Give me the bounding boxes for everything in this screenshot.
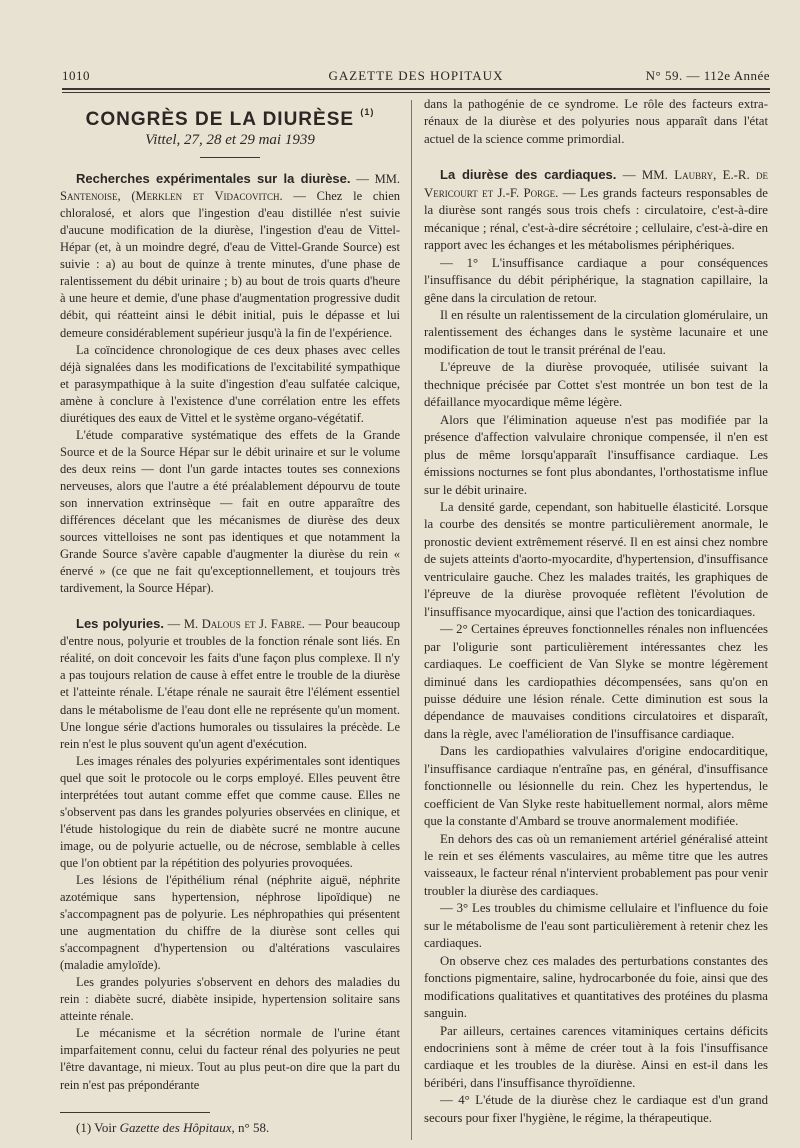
header-rule-thin: [62, 92, 770, 93]
column-divider: [411, 100, 412, 1140]
paragraph: L'étude comparative systématique des effets de la Grande Source et de la Source Hépar sur le débit urinaire et sur le volume des deux reins — dont l'un garde intactes toutes ses connexions nerveuses, alors que l'autre a été préalablement dépourvu de toute son innervation extrinsèque — fait en outre apparaître des différences décelant que les mécanismes de diurèse des deux sources vittelloises ne sont pas identiques et que notamment la Grande Source s'avère capable d'augmenter la diurèse du rein « énervé » (ce que ne fait qu'exceptionnellement, et toujours très tardivement, la Source Hépar).: [60, 427, 400, 596]
paragraph: — 4° L'étude de la diurèse chez le cardiaque est d'un grand secours pour fixer l'hygiène, le régime, la thérapeutique.: [424, 1093, 768, 1125]
title-rule: [200, 157, 260, 158]
section-heading: Les polyuries.: [76, 616, 164, 632]
paragraph: Les grandes polyuries s'observent en dehors des maladies du rein : diabète sucré, diabète insipide, hypertension solitaire sans atteinte rénale.: [60, 975, 400, 1024]
authors: Laubry, E.-R. de Vericourt et J.-F. Porge.: [424, 168, 769, 200]
paragraph: Le mécanisme et la sécrétion normale de l'urine étant imparfaitement connu, celui du facteur rénal des polyuries ne peut l'être davantage, ni mieux. Tout au plus peut-on dire que la part du rein n'est pas prépondérante: [60, 1026, 400, 1092]
paragraph: L'épreuve de la diurèse provoquée, utilisée suivant la thechnique précisée par Cottet s'est montrée un bon test de la défaillance myocardique même légère.: [424, 360, 768, 410]
paragraph: La coïncidence chronologique de ces deux phases avec celles déjà signalées dans les modifications de l'excitabilité sympathique et parasympathique à la suite d'ingestion d'eau sulfatée calcique, amène à conclure à l'existence d'une corrélation entre les effets diurétiques des eaux de Vittel et le système organo-végétatif.: [60, 342, 400, 425]
journal-title: GAZETTE DES HOPITAUX: [328, 68, 504, 83]
right-column: [424, 96, 768, 1127]
left-column: [60, 96, 400, 1136]
paragraph: En dehors des cas où un remaniement artériel généralisé atteint le rein et ses éléments vasculaires, au même titre que les autres vaisseaux, le facteur rénal n'intervient probablement pas pour venir troubler la diurèse des cardiaques.: [424, 831, 768, 898]
paragraph: Par ailleurs, certaines carences vitaminiques certains déficits endocriniens sont à même de créer tout à la fois l'insuffisance cardiaque et les troubles de la diurèse. Ainsi en est-il dans les béribéri, dans l'insuffisance thyroïdienne.: [424, 1023, 768, 1090]
paragraph: dans la pathogénie de ce syndrome. Le rôle des facteurs extra-rénaux de la diurèse et des polyuries nous apparaît dans l'état actuel de la science comme primordial.: [424, 97, 768, 146]
page-number: 1010: [62, 68, 90, 83]
paragraph: La densité garde, cependant, son habituelle élasticité. Lorsque la courbe des densités se montre particulièrement anormale, le pronostic devient extrêmement réservé. Il en est ainsi chez nombre de sujets atteints d'aorto-myocardite, d'hypertension, d'insuffisance ventriculaire gauche. Chez les malades traités, les graphiques de l'épreuve de la diurèse provoquée reflètent l'évolution de l'insuffisance myocardique, ainsi que l'action des tonicardiaques.: [424, 499, 768, 619]
footnote: (1) Voir Gazette des Hôpitaux, n° 58.: [76, 1119, 270, 1135]
issue-number: N° 59. — 112e Année: [645, 68, 770, 83]
authors: Dalous et J. Fabre.: [201, 617, 305, 632]
section-cardiaques: La diurèse des cardiaques. — MM. Laubry, E.-R. de Vericourt et J.-F. Porge. — Les grands facteurs responsables de la diurèse sont rangés sous trois chefs : circulatoire, c'est-à-dire mécanique ; rénal, c'est-à-dire sécrétoire ; cellulaire, c'est-à-dire en rapport avec les échanges et les métabolismes périphériques.: [424, 167, 769, 253]
article-title-text: CONGRÈS DE LA DIURÈSE: [85, 109, 355, 130]
paragraph: Les images rénales des polyuries expérimentales sont identiques quel que soit le protocole ou le corps employé. Elles peuvent être interprétées tout autant comme effet que comme cause. Elles ne s'observent pas dans les grandes polyuries observées en clinique, et l'étude histologique du rein de diabète sucré ne montre aucune image, ou de polyurie actuelle, ou de nécrose, semblable à celles que l'on obtient par la répétition des polyuries provoquées.: [60, 753, 400, 870]
paragraph: — Pour beaucoup d'entre nous, polyurie et troubles de la fonction rénale sont liés. En réalité, on doit concevoir les faits d'une façon plus complexe. Il n'y a pas toujours relation de cause à effet entre le trouble de la diurèse et l'atteinte rénale. L'étape rénale ne saurait être l'élément essentiel dans le métabolisme de l'eau dont elle ne représente qu'un moment. Une longue série d'actions humorales ou tissulaires la précède. Le rein n'est le plus souvent qu'un agent d'exécution.: [60, 617, 400, 751]
paragraph: On observe chez ces malades des perturbations constantes des fonctions pigmentaire, saline, hydrocarbonée du foie, ainsi que des modifications qualitatives et quantitatives des protéines du plasma sanguin.: [424, 953, 768, 1021]
paragraph: — 1° L'insuffisance cardiaque a pour conséquences l'insuffisance du débit périphérique, la stagnation capillaire, la gêne dans la circulation de retour.: [424, 255, 768, 305]
footnote-journal: Gazette des Hôpitaux: [119, 1119, 232, 1135]
section-heading: La diurèse des cardiaques.: [440, 167, 617, 183]
paragraph: — Chez le chien chloralosé, et alors que l'ingestion d'eau distillée n'est suivie d'aucune modification de la diurèse, l'ingestion d'eau de Vittel-Hépar (et, à un moindre degré, d'eau de Vittel-Grande Source) est suivie : a) au bout de quinze à trente minutes, d'une phase de ralentissement du débit urinaire ; b) au bout de trois quarts d'heure à une heure et demie, d'une phase d'augmentation progressive dudit débit, qui réatteint ainsi le débit initial, puis le dépasse et lui demeure considérablement supérieur jusqu'à la fin de l'expérience.: [60, 189, 400, 340]
authors: Santenoise, (Merklen et Vidacovitch.: [60, 189, 283, 204]
paragraph: Les lésions de l'épithélium rénal (néphrite aiguë, néphrite azotémique sans hypertension, néphrose lipoïdique) ne s'accompagnent pas de polyurie. Les néphropathies qui présentent une augmentation du chiffre de la diurèse sont celles qui s'accompagnent d'hypertension ou d'altérations vasculaires (maladie amyloïde).: [60, 872, 400, 973]
section-heading: Recherches expérimentales sur la diurèse.: [76, 171, 351, 187]
paragraph: Il en résulte un ralentissement de la circulation glomérulaire, un ralentissement des échanges dans le système lacunaire et une modification de tout le transit prérénal de l'eau.: [424, 307, 768, 357]
section-recherches: Recherches expérimentales sur la diurèse. — MM. Santenoise, (Merklen et Vidacovitch. — Chez le chien chloralosé, et alors que l'ingestion d'eau distillée n'est suivie d'aucune modification de la diurèse, l'ingestion d'eau de Vittel-Hépar (et, à un moindre degré, d'eau de Vittel-Grande Source) est suivie : a) au bout de quinze à trente minutes, d'une phase de ralentissement du débit urinaire ; b) au bout de trois quarts d'heure à une heure et demie, d'une phase d'augmentation progressive dudit débit, qui réatteint ainsi le débit initial, puis le dépasse et lui demeure considérablement supérieur jusqu'à la fin de l'expérience.: [60, 171, 400, 340]
section-polyuries: Les polyuries. — M. Dalous et J. Fabre. — Pour beaucoup d'entre nous, polyurie et troubles de la fonction rénale sont liés. En réalité, on doit concevoir les faits d'une façon plus complexe. Il n'y a pas toujours relation de cause à effet entre le trouble de la diurèse et l'atteinte rénale. L'étape rénale ne saurait être l'élément essentiel dans le métabolisme de l'eau dont elle ne représente qu'un moment. Une longue série d'actions humorales ou tissulaires la précède. Le rein n'est le plus souvent qu'un agent d'exécution.: [60, 616, 400, 751]
paragraph: Alors que l'élimination aqueuse n'est pas modifiée par la présence d'affection valvulaire chronique compensée, il n'en est plus de même lorsqu'apparaît l'insuffisance cardiaque. Les émissions nocturnes se font plus abondantes, l'orthostatisme influe sur le débit urinaire.: [424, 412, 768, 497]
paragraph: Dans les cardiopathies valvulaires d'origine endocarditique, l'insuffisance cardiaque n'entraîne pas, en général, d'insuffisance fonctionnelle ou lésionnelle du rein. Chez les hypertendus, le coefficient de Van Slyke reste habituellement normal, alors même que la constante d'Ambard se trouve anormalement modifiée.: [424, 744, 768, 829]
article-title: [60, 104, 400, 128]
footnote-rule: [60, 1112, 210, 1113]
paragraph: — 3° Les troubles du chimisme cellulaire et l'influence du foie sur le métabolisme de l'eau sont particulièrement à retenir chez les cardiaques.: [424, 901, 768, 951]
title-footnote-mark: (1): [360, 107, 375, 117]
article-subtitle: Vittel, 27, 28 et 29 mai 1939: [145, 132, 315, 149]
header-rule: [62, 88, 770, 90]
running-header: [62, 64, 770, 86]
paragraph: — 2° Certaines épreuves fonctionnelles rénales non influencées par l'oligurie sont particulièrement intéressantes chez les cardiaques. Le coefficient de Van Slyke se montre légèrement diminué dans les cardiopathies décompensées, sans qu'on en puisse déduire une lésion rénale. Cette diminution est sous la dépendance de mauvaises conditions circulatoires et disparaît, dans la règle, avec l'amélioration de l'insuffisance cardiaque.: [424, 622, 768, 741]
paragraph: — Les grands facteurs responsables de la diurèse sont rangés sous trois chefs : circulatoire, c'est-à-dire mécanique ; rénal, c'est-à-dire sécrétoire ; cellulaire, c'est-à-dire en rapport avec les échanges et les métabolismes périphériques.: [424, 185, 768, 253]
